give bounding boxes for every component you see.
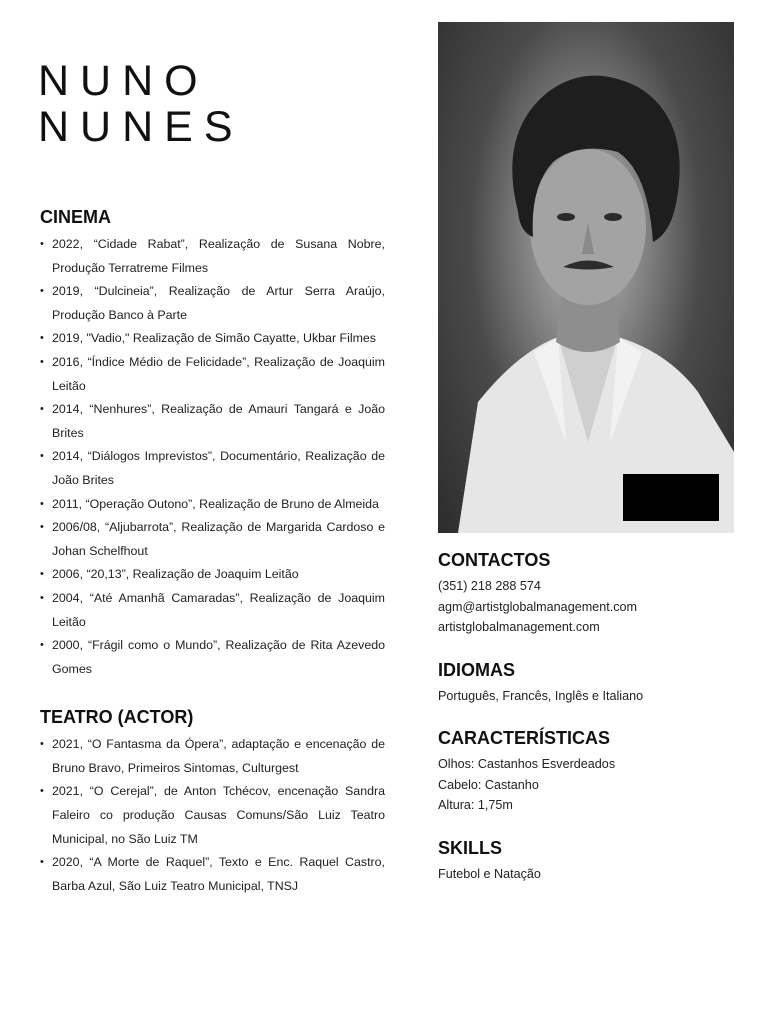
cinema-list [40,233,385,681]
cinema-item: • 2004, “Até Amanhã Camaradas”, Realização de Joaquim Leitão [40,587,385,634]
cinema-item: • 2019, “Dulcineia”, Realização de Artur Serra Araújo, Produção Banco à Parte [40,280,385,327]
cinema-item: • 2016, “Índice Médio de Felicidade”, Realização de Joaquim Leitão [40,351,385,398]
cinema-item: • 2011, “Operação Outono”, Realização de Bruno de Almeida [40,493,385,517]
cinema-item: • 2019, "Vadio," Realização de Simão Cayatte, Ukbar Filmes [40,327,385,351]
right-column [438,548,738,904]
hair-color: Cabelo: Castanho [438,777,539,792]
portrait-photo [438,22,734,533]
cinema-title: CINEMA [40,207,111,227]
caracteristicas-section [438,726,738,816]
actor-name [38,58,244,150]
teatro-item: • 2021, “O Fantasma da Ópera”, adaptação e encenação de Bruno Bravo, Primeiros Sintomas, Culturgest [40,733,385,780]
contactos-title: CONTACTOS [438,550,551,570]
teatro-list [40,733,385,898]
teatro-item: • 2020, “A Morte de Raquel”, Texto e Enc. Raquel Castro, Barba Azul, São Luiz Teatro Municipal, TNSJ [40,851,385,898]
cinema-section [40,205,385,681]
caracteristicas-title: CARACTERÍSTICAS [438,728,611,748]
email-address: agm@artistglobalmanagement.com [438,599,637,614]
cinema-item: • 2006/08, “Aljubarrota”, Realização de Margarida Cardoso e Johan Schelfhout [40,516,385,563]
skills-text: Futebol e Natação [438,866,541,881]
teatro-item: • 2021, “O Cerejal”, de Anton Tchécov, encenação Sandra Faleiro co produção Causas Comuns/São Luiz Teatro Municipal, no São Luiz TM [40,780,385,851]
eye-color: Olhos: Castanhos Esverdeados [438,757,616,771]
height: Altura: 1,75m [438,798,513,812]
contactos-section [438,548,738,638]
skills-section [438,836,738,885]
first-name: NUNO [38,57,209,105]
left-column [40,205,385,898]
skills-title: SKILLS [438,837,503,858]
cinema-item: • 2000, “Frágil como o Mundo”, Realização de Rita Azevedo Gomes [40,634,385,681]
idiomas-title: IDIOMAS [438,659,516,680]
portrait-illustration [438,22,734,533]
phone-number: (351) 218 288 574 [438,579,541,593]
cinema-item: • 2014, “Diálogos Imprevistos”, Documentário, Realização de João Brites [40,445,385,492]
teatro-section [40,705,385,898]
cinema-item: • 2006, “20,13”, Realização de Joaquim Leitão [40,563,385,587]
idiomas-section [438,658,738,707]
website: artistglobalmanagement.com [438,620,600,634]
redaction-box [623,474,719,521]
last-name: NUNES [38,103,244,151]
cinema-item: • 2014, “Nenhures”, Realização de Amauri Tangará e João Brites [40,398,385,445]
teatro-title: TEATRO (ACTOR) [40,707,194,728]
cinema-item: • 2022, “Cidade Rabat”, Realização de Susana Nobre, Produção Terratreme Filmes [40,233,385,280]
languages: Português, Francês, Inglês e Italiano [438,688,644,703]
